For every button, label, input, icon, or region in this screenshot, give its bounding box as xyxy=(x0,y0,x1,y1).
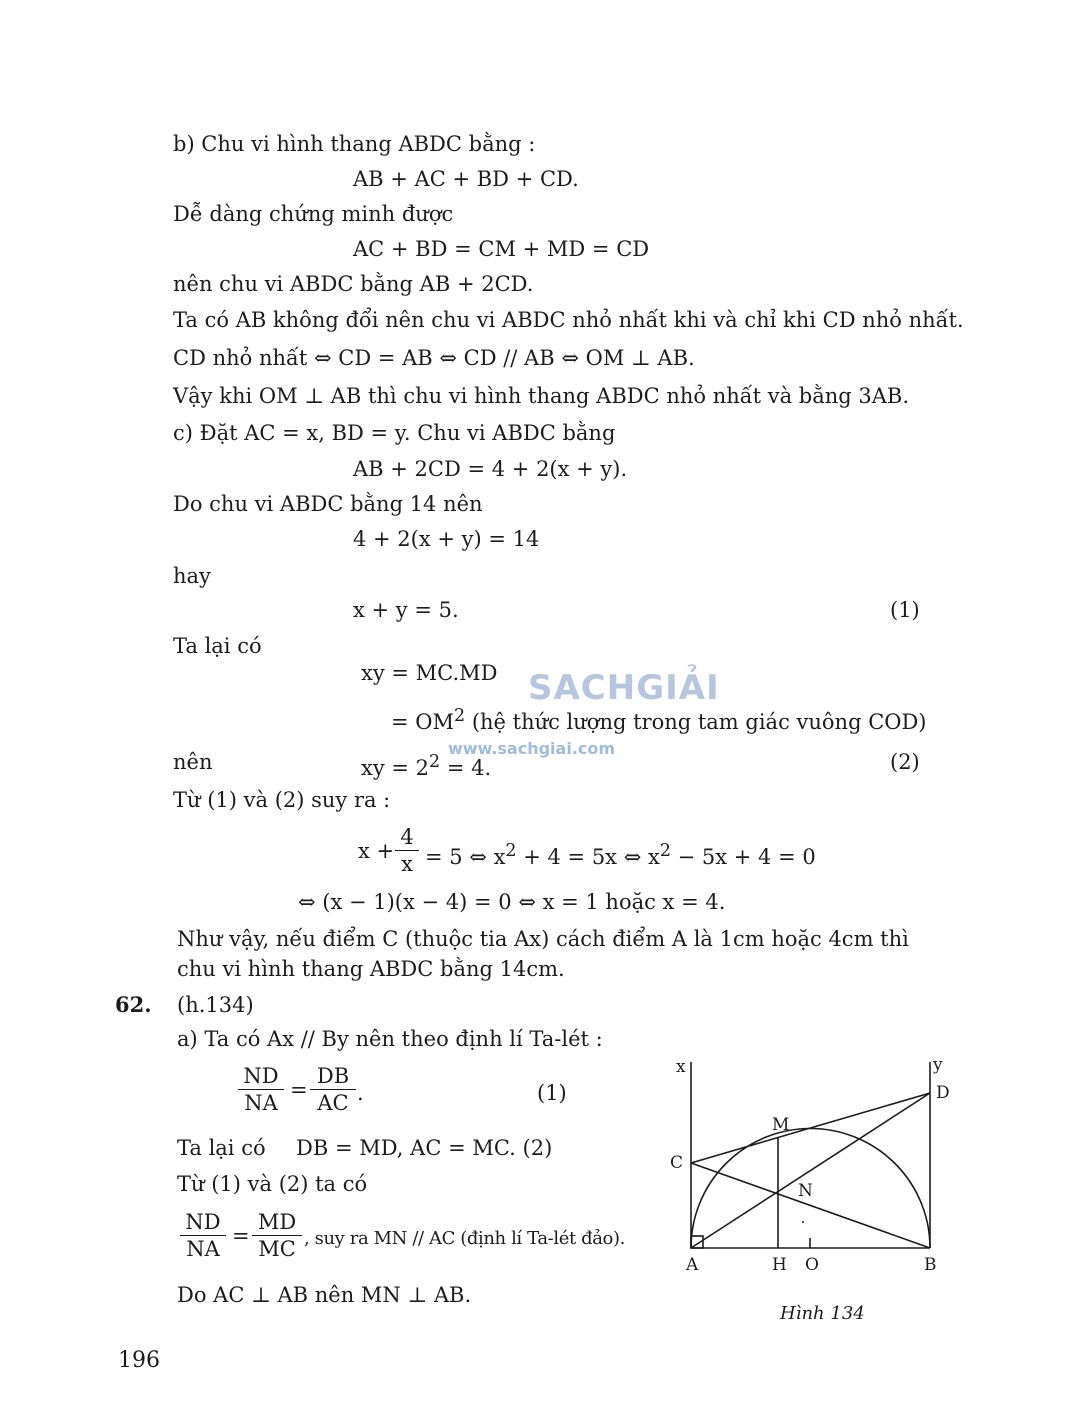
fraction-denominator: x xyxy=(401,852,413,876)
formula-line: x + y = 5. xyxy=(353,598,459,622)
text-line: Vậy khi OM ⊥ AB thì chu vi hình thang ABDC nhỏ nhất và bằng 3AB. xyxy=(173,384,910,408)
text-line: Do chu vi ABDC bằng 14 nên xyxy=(173,492,483,516)
formula-line: AB + AC + BD + CD. xyxy=(353,167,579,191)
label-a: A xyxy=(686,1255,699,1275)
equation-number: (1) xyxy=(890,598,920,622)
figure-caption: Hình 134 xyxy=(780,1303,865,1324)
segment-cb xyxy=(691,1163,930,1248)
text-line: nên chu vi ABDC bằng AB + 2CD. xyxy=(173,272,534,296)
watermark-brand: SACHGIẢI xyxy=(528,668,720,708)
label-n: N xyxy=(798,1181,813,1201)
formula-line: xy = MC.MD xyxy=(361,661,498,685)
text-line: b) Chu vi hình thang ABDC bằng : xyxy=(173,132,536,156)
equation-number: (1) xyxy=(537,1081,567,1105)
stray-dot xyxy=(802,1221,804,1223)
text-line: Từ (1) và (2) suy ra : xyxy=(173,788,391,812)
fraction-denominator: NA xyxy=(244,1091,278,1115)
text-line: Từ (1) và (2) ta có xyxy=(177,1172,368,1196)
fraction-denominator: MC xyxy=(258,1237,296,1261)
text-line: Ta lại có xyxy=(173,634,262,658)
fraction-denominator: NA xyxy=(186,1237,220,1261)
text-line: Dễ dàng chứng minh được xyxy=(173,202,454,226)
formula-part: x + xyxy=(358,839,395,863)
formula-line: = $OM^2$ (hệ thức lượng trong tam giác vuông COD) xyxy=(391,706,927,734)
fraction-numerator: MD xyxy=(252,1209,302,1236)
formula-line: xy = $2^2 = 4$. xyxy=(361,752,492,780)
text-line: c) Đặt AC = x, BD = y. Chu vi ABDC bằng xyxy=(173,421,616,445)
period: . xyxy=(357,1081,364,1105)
fraction-numerator: ND xyxy=(238,1063,284,1090)
text-line: Ta có AB không đổi nên chu vi ABDC nhỏ nhất khi và chỉ khi CD nhỏ nhất. xyxy=(173,308,964,332)
label-x: x xyxy=(676,1057,686,1077)
text-line: Do AC ⊥ AB nên MN ⊥ AB. xyxy=(177,1283,472,1307)
text-line: a) Ta có Ax // By nên theo định lí Ta-lét : xyxy=(177,1027,603,1051)
text-line: chu vi hình thang ABDC bằng 14cm. xyxy=(177,957,565,981)
fraction xyxy=(395,824,419,877)
label-c: C xyxy=(670,1153,684,1173)
formula-line: DB = MD, AC = MC. (2) xyxy=(296,1136,553,1160)
formula-line: ⇔ (x − 1)(x − 4) = 0 ⇔ x = 1 hoặc x = 4. xyxy=(298,890,726,914)
equation-number: (2) xyxy=(890,750,920,774)
fraction-numerator: DB xyxy=(310,1063,356,1090)
label-y: y xyxy=(933,1055,943,1075)
formula-line: AC + BD = CM + MD = CD xyxy=(353,237,650,261)
formula-line: AB + 2CD = 4 + 2(x + y). xyxy=(353,457,628,481)
text-line: CD nhỏ nhất ⇔ CD = AB ⇔ CD // AB ⇔ OM ⊥ AB. xyxy=(173,346,695,370)
label-b: B xyxy=(924,1255,937,1275)
watermark-url: www.sachgiai.com xyxy=(448,739,616,758)
tangent-cd xyxy=(691,1093,930,1163)
label-d: D xyxy=(936,1083,950,1103)
page-number: 196 xyxy=(118,1348,160,1373)
geometry-figure xyxy=(660,1050,960,1340)
label-o: O xyxy=(805,1255,819,1275)
segment-ad xyxy=(691,1093,930,1248)
fraction xyxy=(238,1063,284,1116)
equals-sign: = xyxy=(232,1224,250,1248)
fraction xyxy=(252,1209,302,1262)
text-line: nên xyxy=(173,750,213,774)
label-m: M xyxy=(772,1115,790,1135)
formula-part: = 5 ⇔ $x^2 + 4 = 5x$ ⇔ $x^2 - 5x + 4 = 0$ xyxy=(425,841,816,869)
text-line: hay xyxy=(173,564,211,588)
problem-number: 62. xyxy=(115,992,152,1017)
text-line: Ta lại có xyxy=(177,1136,266,1160)
fraction-numerator: 4 xyxy=(395,824,419,851)
label-h: H xyxy=(772,1255,787,1275)
fraction xyxy=(180,1209,226,1262)
text-line: Như vậy, nếu điểm C (thuộc tia Ax) cách điểm A là 1cm hoặc 4cm thì xyxy=(177,927,909,951)
fraction-numerator: ND xyxy=(180,1209,226,1236)
equals-sign: = xyxy=(290,1078,308,1102)
figure-reference: (h.134) xyxy=(177,993,254,1017)
text-line: , suy ra MN // AC (định lí Ta-lét đảo). xyxy=(304,1228,625,1249)
fraction xyxy=(310,1063,356,1116)
fraction-denominator: AC xyxy=(317,1091,349,1115)
formula-line: 4 + 2(x + y) = 14 xyxy=(353,527,540,551)
